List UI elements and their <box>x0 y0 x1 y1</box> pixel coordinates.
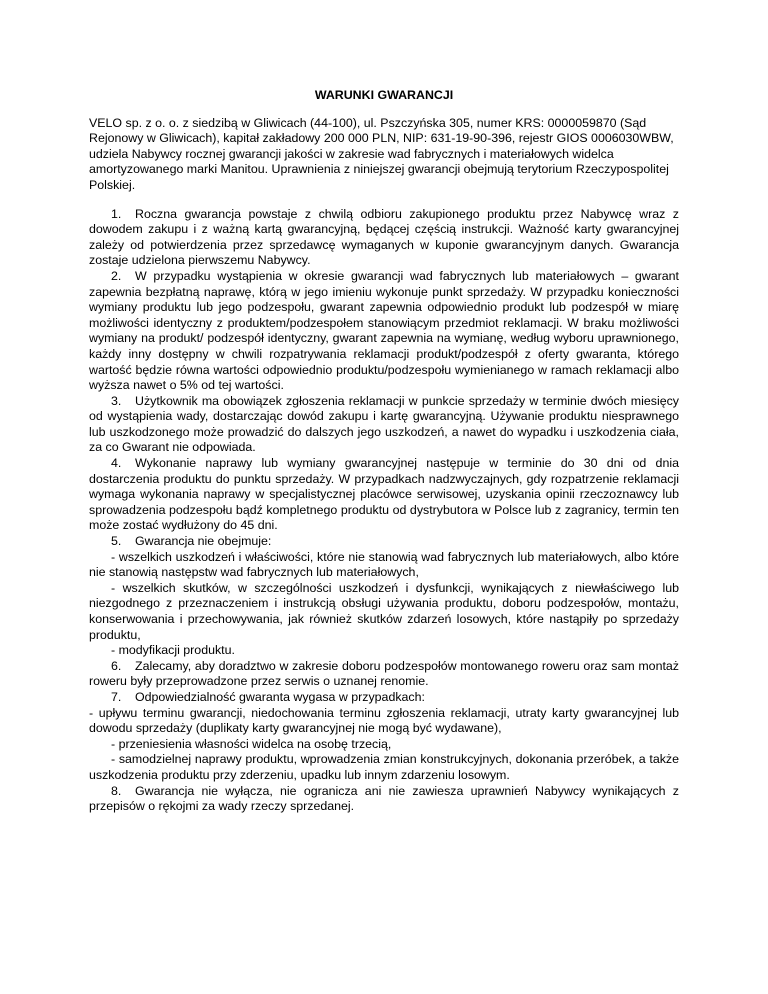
document-content <box>89 88 679 815</box>
document-title: WARUNKI GWARANCJI <box>314 88 454 102</box>
term-5-sub-3: - modyfikacji produktu. <box>111 643 235 658</box>
term-item-1 <box>89 207 679 269</box>
term-text: Gwarancja nie obejmuje: <box>135 534 272 549</box>
term-number: 5. <box>111 534 122 549</box>
term-number: 6. <box>111 658 122 673</box>
term-text: Wykonanie naprawy lub wymiany gwarancyjnej następuje w terminie do 30 dni od dnia dostarczenia produktu do punktu sprzedaży. W przypadkach nadzwyczajnych, gdy rozpatrzenie reklamacji wymaga wykonania naprawy w specjalistycznej placówce serwisowej, uzyskania opinii rzeczoznawcy lub sprowadzenia podzespołu bądź kompletnego produktu od dystrybutora w Polsce lub z zagranicy, termin ten może zostać wydłużony do 45 dni. <box>89 456 679 533</box>
term-7-sub-2: - przeniesienia własności widelca na osobę trzecią, <box>111 736 392 751</box>
term-text: Gwarancja nie wyłącza, nie ogranicza ani nie zawiesza uprawnień Nabywcy wynikających z przepisów o rękojmi za wady rzeczy sprzedanej. <box>89 783 679 814</box>
term-item-3 <box>89 394 679 456</box>
term-text: Zalecamy, aby doradztwo w zakresie doboru podzespołów montowanego roweru oraz sam montaż roweru były przeprowadzone przez serwis o uznanej renomie. <box>89 658 679 689</box>
term-7-sub-1: - upływu terminu gwarancji, niedochowania terminu zgłoszenia reklamacji, utraty karty gwarancyjnej lub dowodu sprzedaży (duplikaty karty gwarancyjnej nie mogą być wydawane), <box>89 705 679 736</box>
term-item-5 <box>89 534 679 550</box>
term-text: Użytkownik ma obowiązek zgłoszenia reklamacji w punkcie sprzedaży w terminie dwóch miesięcy od wystąpienia wady, dostarczając dowód zakupu i kartę gwarancyjną. Używanie produktu niesprawnego lub uszkodzonego może prowadzić do dalszych jego uszkodzeń, a nawet do wypadku i uszkodzenia ciała, za co Gwarant nie odpowiada. <box>89 393 679 455</box>
term-item-2 <box>89 269 679 394</box>
term-text: Odpowiedzialność gwaranta wygasa w przypadkach: <box>135 689 425 704</box>
term-5-sub-1: - wszelkich uszkodzeń i właściwości, które nie stanowią wad fabrycznych lub materiałowych, albo które nie stanowią następstw wad fabrycznych lub materiałowych, <box>89 549 679 580</box>
term-number: 7. <box>111 689 122 704</box>
term-number: 1. <box>111 206 122 221</box>
term-7-sub-3: - samodzielnej naprawy produktu, wprowadzenia zmian konstrukcyjnych, dokonania przeróbek, a także uszkodzenia produktu przy zderzeniu, upadku lub innym zdarzeniu losowym. <box>89 752 679 782</box>
term-number: 8. <box>111 783 122 798</box>
term-5-sub-2: - wszelkich skutków, w szczególności uszkodzeń i dysfunkcji, wynikających z niewłaściwego lub niezgodnego z przeznaczeniem i instrukcją obsługi używania produktu, doboru podzespołów, montażu, konserwowania i przechowywania, jak również skutków zdarzeń losowych, które nastąpiły po sprzedaży produktu, <box>89 580 679 642</box>
term-item-6 <box>89 659 679 690</box>
term-item-8 <box>89 784 679 815</box>
terms-list <box>89 207 679 815</box>
term-text: W przypadku wystąpienia w okresie gwarancji wad fabrycznych lub materiałowych – gwarant zapewnia bezpłatną naprawę, którą w jego imieniu wykonuje punkt sprzedaży. W przypadku konieczności wymiany produktu lub jego podzespołu, gwarant zapewnia odpowiednio produkt lub podzespół w miarę możliwości identyczny z produktem/podzespołem stanowiącym przedmiot reklamacji. W braku możliwości wymiany na produkt/ podzespół identyczny, gwarant zapewnia na wymianę, według wyboru uprawnionego, każdy inny dostępny w chwili rozpatrywania reklamacji produkt/podzespół z oferty gwaranta, którego wartość będzie równa wartości odpowiednio produktu/podzespołu wymienianego w ramach reklamacji albo wyższa nawet o 5% od tej wartości. <box>89 268 679 393</box>
intro-paragraph: VELO sp. z o. o. z siedzibą w Gliwicach (44-100), ul. Pszczyńska 305, numer KRS: 0000059870 (Sąd Rejonowy w Gliwicach), kapitał zakładowy 200 000 PLN, NIP: 631-19-90-396, rejestr GIOS 0006030WBW, udziela Nabywcy rocznej gwarancji jakości w zakresie wad fabrycznych i materiałowych widelca amortyzowanego marki Manitou. Uprawnienia z niniejszej gwarancji obejmują terytorium Rzeczypospolitej Polskiej. <box>89 115 674 192</box>
term-text: Roczna gwarancja powstaje z chwilą odbioru zakupionego produktu przez Nabywcę wraz z dowodem zakupu i z ważną kartą gwarancyjną, będącej częścią instrukcji. Ważność karty gwarancyjnej zależy od potwierdzenia przez sprzedawcę wymaganych w kuponie gwarancyjnym danych. Gwarancja zostaje udzielona pierwszemu Nabywcy. <box>89 206 679 268</box>
term-number: 4. <box>111 456 122 471</box>
term-number: 3. <box>111 393 122 408</box>
term-item-4 <box>89 456 679 534</box>
term-number: 2. <box>111 268 122 283</box>
term-item-7 <box>89 690 679 706</box>
